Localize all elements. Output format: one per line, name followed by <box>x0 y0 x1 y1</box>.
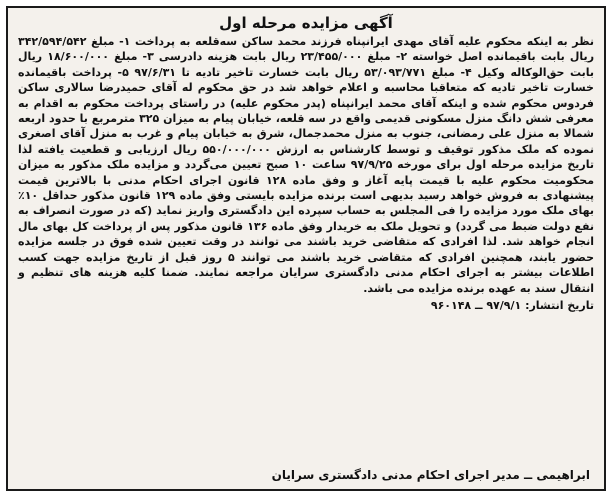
notice-title: آگهی مزایده مرحله اول <box>219 14 393 32</box>
notice-signature: ابراهیمی ــ مدیر اجرای احکام مدنی دادگستری سرایان <box>271 468 590 482</box>
publication-date: تاریخ انتشار: ۹۷/۹/۱ ــ ۹۶۰۱۴۸ <box>430 298 594 312</box>
notice-body: نظر به اینکه محکوم علیه آقای مهدی ایرانپناه فرزند محمد ساکن سه‌قلعه به پرداخت ۱- مبلغ ۳۴۲/۵۹۴/۵۴۲ ریال بابت باقیمانده اصل خواسته ۲- مبلغ ۲۳/۴۵۵/۰۰۰ ریال بابت هزینه دادرسی ۳- مبلغ ۱۸/۶۰۰/۰۰۰ ریال بابت حق‌الوکاله وکیل ۴- مبلغ ۵۳/۰۹۳/۷۷۱ ریال بابت خسارت تاخیر تادیه تا ۹۷/۶/۳۱ ۵- پرداخت باقیمانده خسارت تاخیر تادیه که متعاقبا محاسبه و اعلام خواهد شد در حق محکوم له آقای حمیدرضا سالاری ساکن فردوس محکوم شده و اینکه آقای محمد ایرانپناه (پدر محکوم علیه) در راستای پرداخت محکوم به اقدام به معرفی شش دانگ منزل مسکونی قدیمی واقع در سه قلعه، خیابان پیام به میزان ۳۲۵ مترمربع با حدود اربعه شمالا به منزل علی رمضانی، جنوب به منزل محمدجمال، شرق به خیابان پیام و غرب به منزل آقای اصغری نموده که ملک مذکور توقیف و توسط کارشناس به ارزش ۵۵۰/۰۰۰/۰۰۰ ریال ارزیابی و قطعیت یافته لذا تاریخ مزایده مرحله اول برای مورخه ۹۷/۹/۲۵ ساعت ۱۰ صبح تعیین می‌گردد و مزایده ملک مذکور به میزان محکومیت محکوم علیه با قیمت پایه آغاز و وفق ماده ۱۲۸ قانون اجرای احکام مدنی با بالاترین قیمت پیشنهادی به فروش خواهد رسید بدیهی است برنده مزایده بایستی وفق ماده ۱۲۹ قانون مذکور حداقل ۱۰٪ بهای ملک مورد مزایده را فی المجلس به حساب سپرده این دادگستری واریز نماید (که در صورت انصراف به نفع دولت ضبط می گردد) و تحویل ملک به خریدار وفق ماده ۱۳۶ قانون مذکور پس از پرداخت کل بهای مال انجام خواهد شد. لذا افرادی که متقاضی خرید باشند می توانند در وقت تعیین شده فوق در جلسه مزایده حضور یابند، همچنین افرادی که متقاضی خرید باشند می توانند ۵ روز قبل از تاریخ مزایده جهت کسب اطلاعات بیشتر به اجرای احکام مدنی دادگستری سرایان مراجعه نمایند. ضمنا کلیه هزینه های تنظیم و انتقال سند به عهده برنده مزایده می باشد. <box>18 35 595 295</box>
auction-notice <box>6 6 606 491</box>
